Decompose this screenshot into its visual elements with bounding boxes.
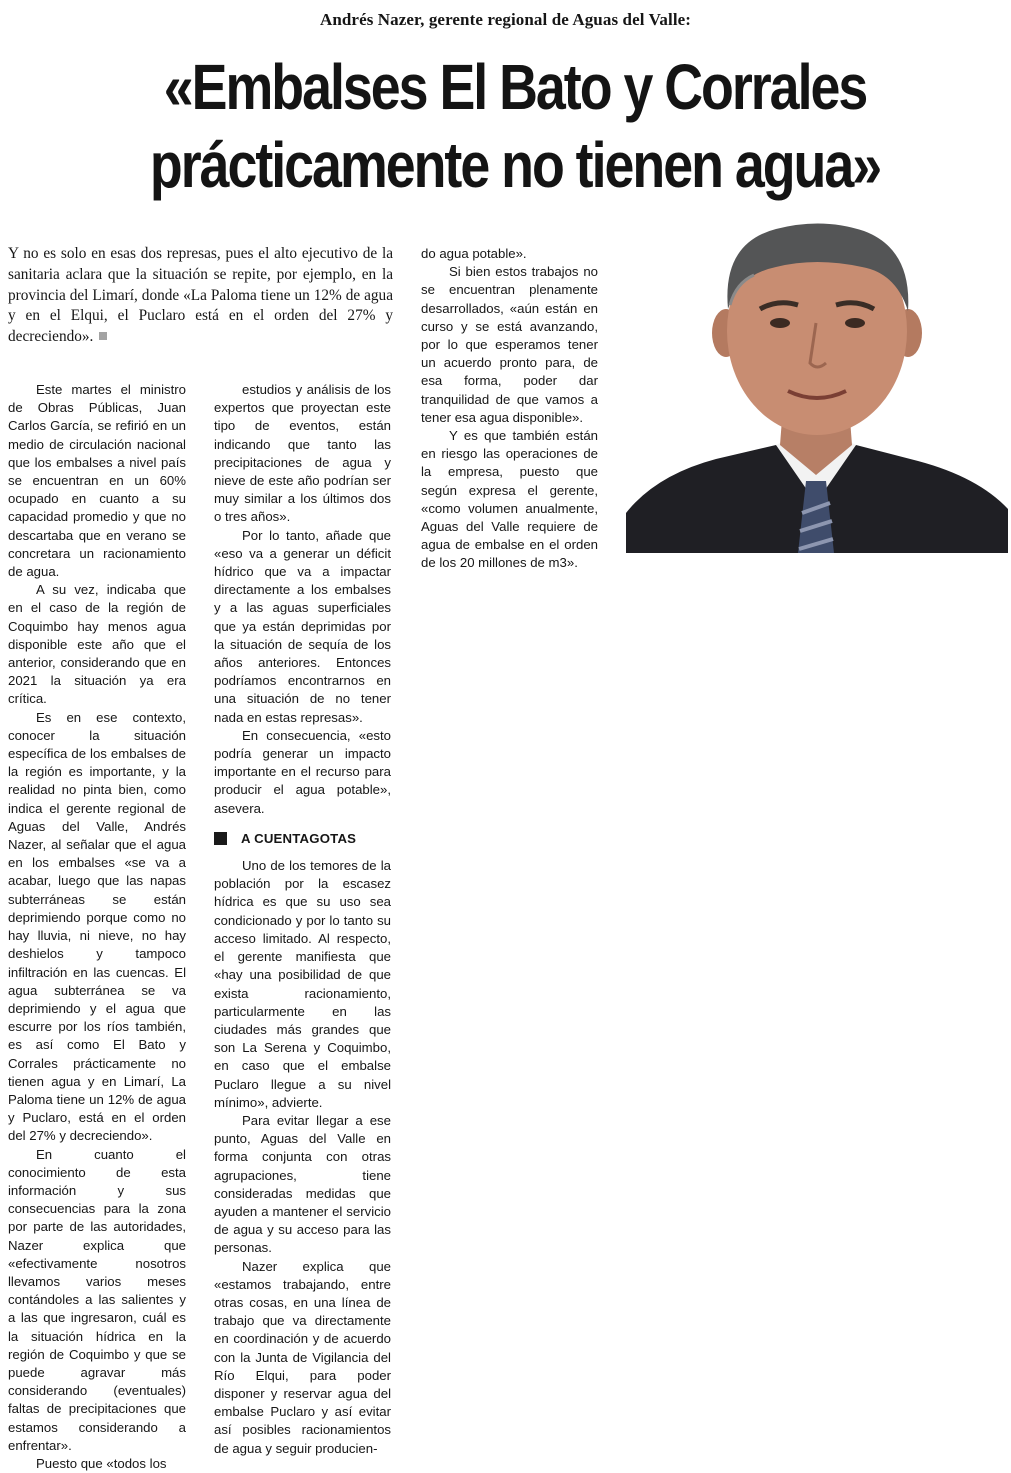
lead-paragraph (8, 244, 393, 348)
article-column-2 (214, 381, 391, 1458)
article-column-1 (8, 381, 186, 1473)
end-square-icon (99, 332, 107, 340)
square-bullet-icon (214, 832, 227, 845)
portrait-photo-icon (626, 213, 1008, 553)
kicker: Andrés Nazer, gerente regional de Aguas del Valle: (319, 10, 692, 29)
paragraph: Nazer explica que «estamos trabajando, entre otras cosas, en una línea de trabajo que va directamente en coordinación y de acuerdo con la Junta de Vigilancia del Río Elqui, para poder disponer y reservar agua del embalse Puclaro y así evitar así posibles racionamientos de agua y seguir producien- (214, 1258, 391, 1456)
headline-line-2: prácticamente no tienen agua» (149, 129, 881, 201)
headline (99, 48, 931, 204)
subheading-text: A CUENTAGOTAS (241, 830, 357, 846)
paragraph: A su vez, indicaba que en el caso de la región de Coquimbo hay menos agua disponible este año que el anterior, considerando que en 2021 la situación ya era crítica. (8, 582, 186, 707)
paragraph: Si bien estos trabajos no se encuentran plenamente desarrollados, «aún están en curso y se está avanzando, por lo que esperamos tener un acuerdo pronto para, de esa forma, poder dar tranquilidad de que vamos a tener esa agua disponible». (421, 264, 598, 425)
paragraph: Este martes el ministro de Obras Públicas, Juan Carlos García, se refirió en un medio de circulación nacional que los embalses a nivel país se encuentran en un 60% ocupado en cuanto a su capacidad promedio y que no descartaba que en verano se concretara un racionamiento de agua. (8, 382, 186, 580)
section-subheading (214, 830, 391, 848)
headline-line-1: «Embalses El Bato y Corrales (163, 51, 867, 123)
paragraph: En cuanto el conocimiento de esta información y sus consecuencias para la zona por parte de las autoridades, Nazer explica que «efectivamente nosotros llevamos varios meses contándoles a las salientes y a las que ingresaron, cuál es la situación hídrica en la región de Coquimbo y que se puede agravar más considerando (eventuales) faltas de precipitaciones que estamos considerando a enfrentar». (8, 1146, 186, 1453)
paragraph: estudios y análisis de los expertos que proyectan este tipo de eventos, están indicando que tanto las precipitaciones de agua y nieve de este año podrían ser muy similar a los últimos dos o tres años». (214, 382, 391, 525)
portrait-photo (626, 213, 1008, 553)
article-column-3 (421, 245, 598, 573)
paragraph: Y es que también están en riesgo las operaciones de la empresa, puesto que según expresa el gerente, «como volumen anualmente, Aguas del Valle requiere de agua de embalse en el orden de los 20 millones de m3». (421, 428, 598, 571)
paragraph: do agua potable». (421, 246, 527, 261)
paragraph: Por lo tanto, añade que «eso va a generar un déficit hídrico que va a impactar directamente a los embalses y a las aguas superficiales que ya están deprimidas por la situación de sequía de los años anteriores. Entonces podríamos encontrarnos en una situación de no tener nada en estas represas». (214, 527, 391, 725)
paragraph: Para evitar llegar a ese punto, Aguas del Valle en forma conjunta con otras agrupaciones, tiene consideradas medidas que ayuden a mantener el servicio de agua y su acceso para las personas. (214, 1112, 391, 1256)
lead-text: Y no es solo en esas dos represas, pues el alto ejecutivo de la sanitaria aclara que la situación se repite, por ejemplo, en la provincia del Limarí, donde «La Paloma tiene un 12% de agua y en el Elqui, el Puclaro está en el orden del 27% y decreciendo». (8, 245, 393, 346)
paragraph: Uno de los temores de la población por la escasez hídrica es que su uso sea condicionado y por lo tanto su acceso limitado. Al respecto, el gerente manifiesta que «hay una posibilidad de que exista racionamiento, particularmente en las ciudades más grandes que son La Serena y Coquimbo, en caso que el embalse Puclaro llegue a su nivel mínimo», advierte. (214, 858, 391, 1110)
paragraph: Puesto que «todos los (36, 1455, 167, 1471)
paragraph: En consecuencia, «esto podría generar un impacto importante en el recurso para producir el agua potable», asevera. (214, 727, 391, 816)
paragraph: Es en ese contexto, conocer la situación específica de los embalses de la región es importante, y la realidad no pinta bien, como indica el gerente regional de Aguas del Valle, Andrés Nazer, al señalar que el agua en los embalses «se va a acabar, luego que las napas subterráneas se están deprimiendo porque como no hay lluvia, ni nieve, no hay deshielos y tampoco infiltración en las cuencas. El agua subterránea se va deprimiendo y el agua que escurre por los ríos también, es así como El Bato y Corrales prácticamente no tienen agua y en Limarí, La Paloma tiene un 12% de agua y Puclaro, está en el orden del 27% y decreciendo». (8, 709, 186, 1144)
